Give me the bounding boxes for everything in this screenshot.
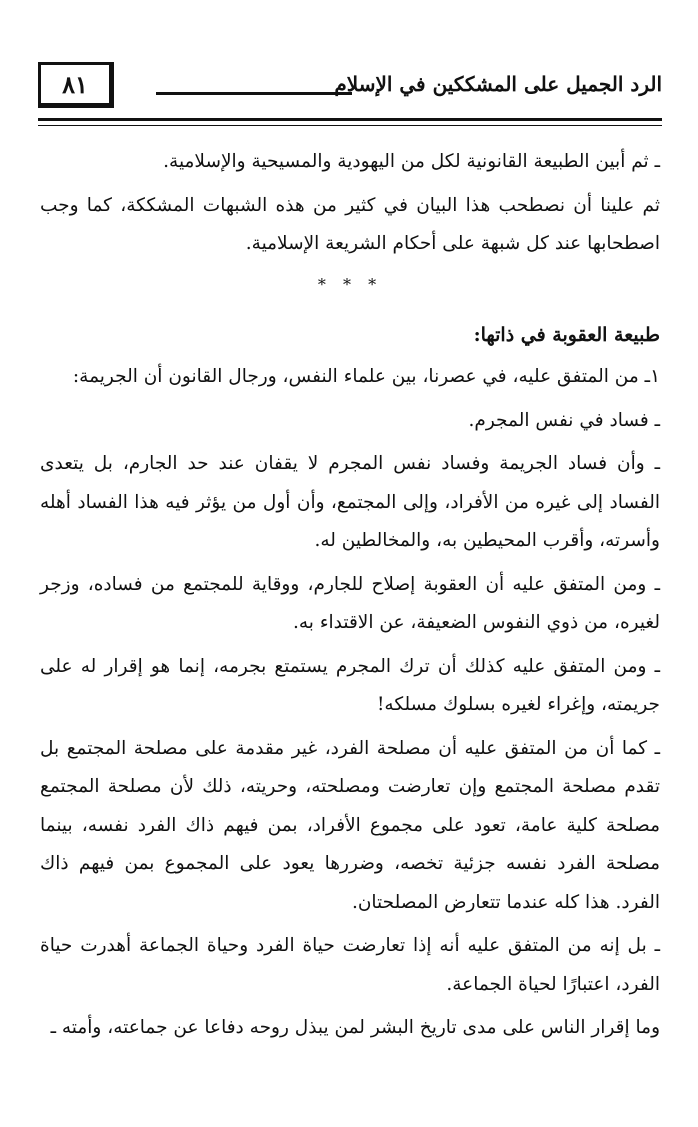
header-dash-line — [156, 92, 352, 95]
section-separator: * * * — [317, 274, 383, 294]
paragraph: ١ـ من المتفق عليه، في عصرنا، بين علماء النفس، ورجال القانون أن الجريمة: — [72, 366, 660, 387]
header-rule-thin — [38, 125, 662, 126]
page-body — [40, 143, 660, 1053]
paragraph: ـ فساد في نفس المجرم. — [468, 409, 660, 431]
header-rule-thick — [38, 118, 662, 121]
paragraph: ـ ومن المتفق عليه كذلك أن ترك المجرم يستمتع بجرمه، إنما هو إقرار له على جريمته، وإغراء لغيره بسلوك مسلكه! — [40, 655, 660, 715]
section-heading: طبيعة العقوبة في ذاتها: — [473, 323, 660, 346]
running-title: الرد الجميل على المشككين في الإسلام — [334, 72, 662, 96]
paragraph: ـ ثم أبين الطبيعة القانونية لكل من اليهودية والمسيحية والإسلامية. — [163, 151, 660, 172]
paragraph: وما إقرار الناس على مدى تاريخ البشر لمن يبذل روحه دفاعا عن جماعته، وأمته ـ — [50, 1017, 660, 1038]
paragraph: ثم علينا أن نصطحب هذا البيان في كثير من هذه الشبهات المشككة، كما وجب اصطحابها عند كل شبهة على أحكام الشريعة الإسلامية. — [40, 194, 660, 254]
paragraph: ـ ومن المتفق عليه أن العقوبة إصلاح للجارم، ووقاية للمجتمع من فساده، وزجر لغيره، من ذوي النفوس الضعيفة، عن الاقتداء به. — [40, 573, 660, 633]
paragraph: ـ بل إنه من المتفق عليه أنه إذا تعارضت حياة الفرد وحياة الجماعة أهدرت حياة الفرد، اعتبارًا لحياة الجماعة. — [40, 935, 660, 995]
page-header — [38, 62, 662, 118]
paragraph: ـ كما أن من المتفق عليه أن مصلحة الفرد، غير مقدمة على مصلحة المجتمع بل تقدم مصلحة المجتمع وإن تعارضت ومصلحته، وحريته، ذلك لأن مصلحة المجتمع مصلحة كلية عامة، تعود على مجموع الأفراد، بمن فيهم ذاك الفرد نفسه، بينما مصلحة الفرد نفسه جزئية تخصه، وضررها يعود على المجموع بمن فيهم ذاك الفرد. هذا كله عندما تتعارض المصلحتان. — [40, 737, 660, 913]
paragraph: ـ وأن فساد الجريمة وفساد نفس المجرم لا يقفان عند حد الجارم، بل يتعدى الفساد إلى غيره من الأفراد، وإلى المجتمع، وأن أول من يؤثر فيه هذا الفساد أهله وأسرته، وأقرب المحيطين به، والمخالطين له. — [40, 453, 660, 551]
page-number: ٨١ — [38, 62, 114, 108]
